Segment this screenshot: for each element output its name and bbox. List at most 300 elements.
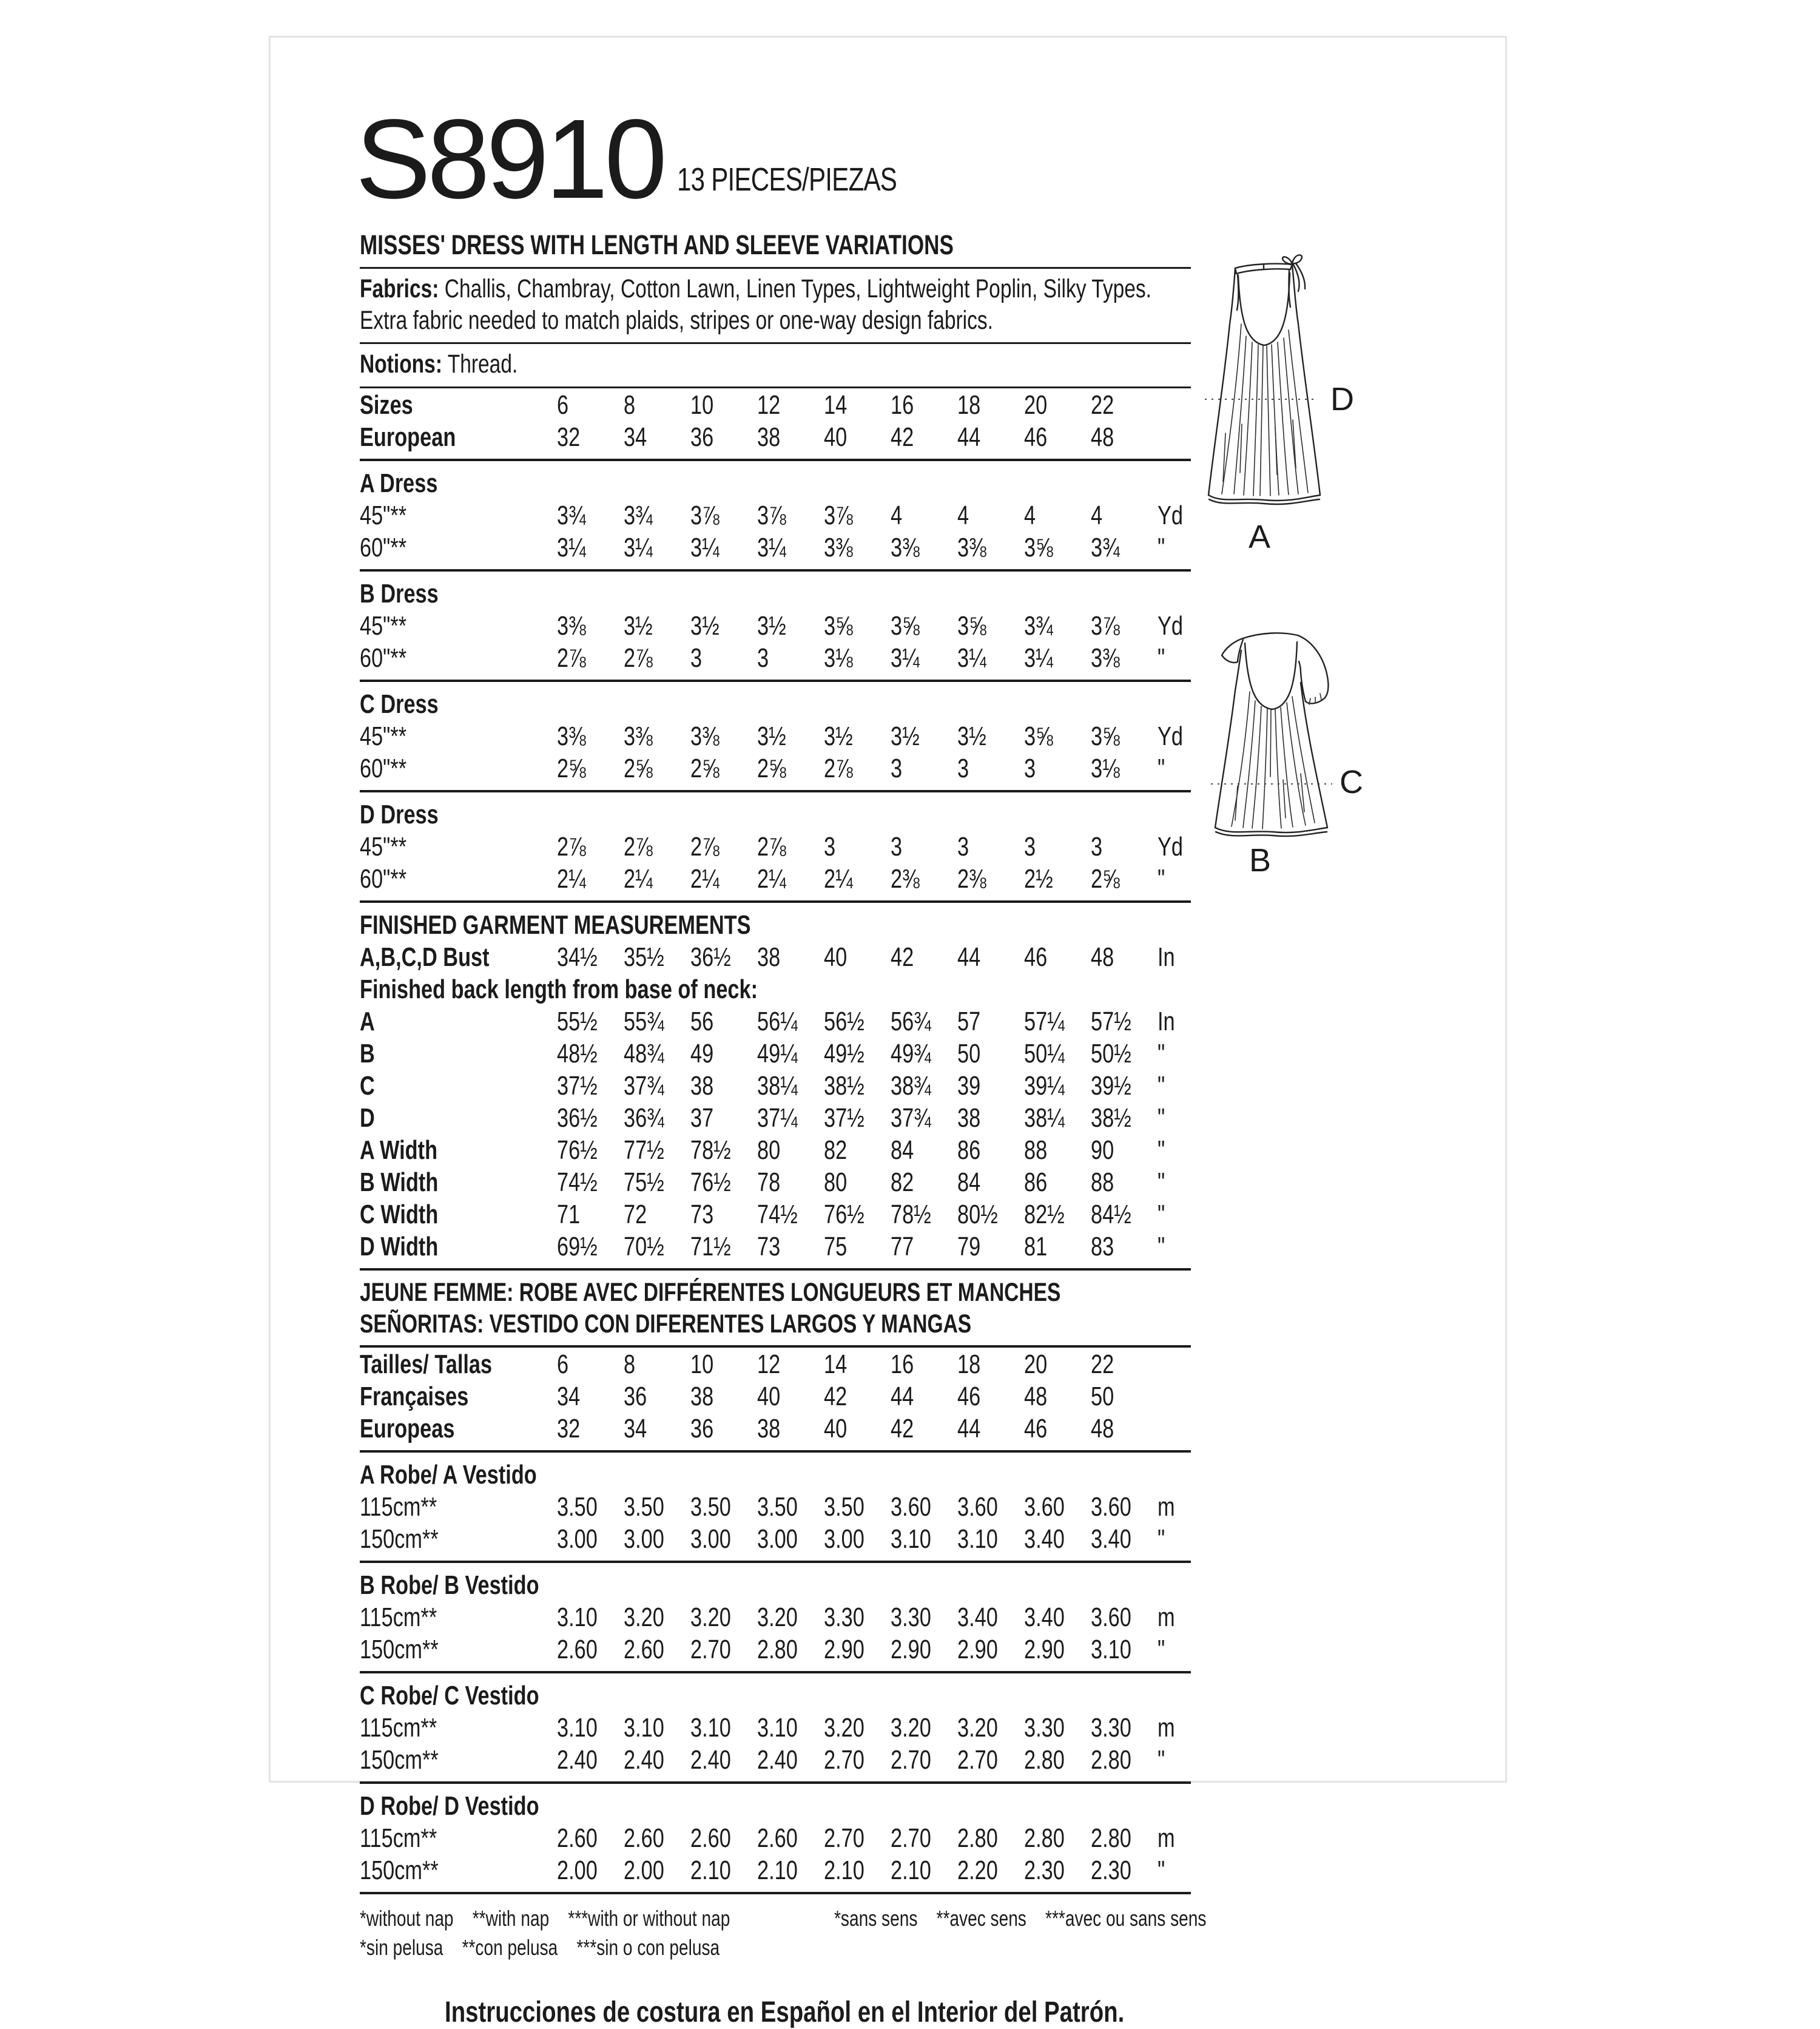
unit-cell (1158, 1349, 1191, 1380)
value-cell: 32 (557, 422, 581, 453)
table-row (360, 1744, 1191, 1777)
value-cell: 2.80 (1091, 1823, 1131, 1854)
row-label: 115cm** (360, 1823, 437, 1854)
yardage-section-b: B Dress 45"** 3⅜ 3½ 3½ 3½ 3⅝ 3⅝ 3⅝ 3¾ 3⅞ Yd 60"** 2⅞ 2⅞ 3 3 3⅛ 3¼ 3¼ 3¼ 3⅜ " (360, 572, 1191, 682)
value-cell: 36½ (557, 1103, 598, 1133)
value-cell: 3⅝ (1024, 533, 1053, 563)
value-cell: 3⅜ (891, 533, 920, 563)
unit-cell: m (1158, 1713, 1175, 1743)
value-cell: 4 (891, 501, 903, 531)
value-cell: 3.10 (1091, 1635, 1131, 1665)
table-row (360, 1135, 1191, 1167)
value-cell: 80 (824, 1167, 848, 1198)
value-cell: 50 (1091, 1382, 1114, 1412)
value-cell: 40 (824, 422, 848, 453)
value-cell: 86 (1024, 1167, 1048, 1198)
value-cell: 2¼ (824, 864, 853, 894)
value-cell: 46 (957, 1382, 981, 1412)
value-cell: 3.20 (690, 1602, 731, 1633)
unit-cell: m (1158, 1602, 1175, 1633)
value-cell: 2.00 (624, 1855, 664, 1886)
value-cell: 2.90 (1024, 1635, 1065, 1665)
value-cell: 34 (557, 1382, 581, 1412)
value-cell: 49¼ (757, 1039, 798, 1069)
row-label: 45"** (360, 832, 407, 862)
row-label: 150cm** (360, 1855, 439, 1886)
row-label: Finished back length from base of neck: (360, 974, 758, 1005)
value-cell: 3.10 (557, 1713, 598, 1743)
value-cell: 2⅜ (891, 864, 920, 894)
unit-cell: " (1158, 533, 1165, 563)
value-cell: 3¾ (557, 501, 586, 531)
yardage-section-d: D Dress 45"** 2⅞ 2⅞ 2⅞ 2⅞ 3 3 3 3 3 Yd 60"** 2¼ 2¼ 2¼ 2¼ 2¼ 2⅜ 2⅜ 2½ 2⅝ " (360, 792, 1191, 903)
value-cell: 79 (957, 1232, 981, 1262)
value-cell: 48 (1091, 942, 1114, 973)
value-cell: 20 (1024, 1349, 1048, 1380)
value-cell: 3⅞ (824, 501, 853, 531)
finished-measurements-section: FINISHED GARMENT MEASUREMENTS A,B,C,D Bust 34½ 35½ 36½ 38 40 42 44 46 48 In Finished back length from base of neck: A 55½ 55¾ 56 56¼ 56½ 56¾ 57 57¼ 57½ In B 48½ 48¾ 49 49¼ 49½ 49¾ 50 50¼ 50½ " C 37½ 37¾ 38 38¼ 38½ 38¾ 39 39¼ 39½ " D 36½ 36¾ 37 37¼ 37½ 37¾ 38 38¼ 38½ " A Width 76½ 77½ 78½ 80 82 84 86 88 90 " B Width 74½ 75½ 76½ 78 80 82 84 86 88 " C Width 71 72 73 74½ 76½ 78½ 80½ 82½ 84½ " D Width 69½ 70½ 71½ 73 75 77 79 81 83 " (360, 903, 1191, 1271)
value-cell: 56 (690, 1007, 714, 1037)
value-cell: 3⅜ (957, 533, 986, 563)
value-cell: 48 (1024, 1382, 1048, 1412)
value-cell: 3.50 (624, 1492, 664, 1522)
value-cell: 38 (690, 1071, 714, 1101)
value-cell: 36 (690, 422, 714, 453)
value-cell: 3.50 (824, 1492, 864, 1522)
value-cell: 46 (1024, 422, 1048, 453)
value-cell: 2.00 (557, 1855, 598, 1886)
value-cell: 49¾ (891, 1039, 931, 1069)
value-cell: 18 (957, 1349, 981, 1380)
unit-cell: In (1158, 1007, 1175, 1037)
value-cell: 44 (957, 422, 981, 453)
value-cell: 3¼ (891, 643, 920, 674)
value-cell: 18 (957, 390, 981, 420)
value-cell: 2⅞ (824, 754, 853, 784)
value-cell: 3.60 (1091, 1602, 1131, 1633)
value-cell: 2.10 (690, 1855, 731, 1886)
yardage-section-c: C Dress 45"** 3⅜ 3⅜ 3⅜ 3½ 3½ 3½ 3½ 3⅝ 3⅝ Yd 60"** 2⅝ 2⅝ 2⅝ 2⅝ 2⅞ 3 3 3 3⅛ " (360, 682, 1191, 792)
value-cell: 38 (690, 1382, 714, 1412)
row-label: C (360, 1071, 375, 1101)
value-cell: 3.40 (1024, 1602, 1065, 1633)
value-cell: 2⅞ (624, 643, 653, 674)
value-cell: 44 (957, 1414, 981, 1444)
value-cell: 3.20 (824, 1713, 864, 1743)
table-row (360, 1231, 1191, 1263)
value-cell: 3⅛ (824, 643, 853, 674)
value-cell: 42 (891, 942, 914, 973)
value-cell: 3.10 (891, 1524, 931, 1555)
value-cell: 3⅝ (1024, 721, 1053, 752)
value-cell: 37¾ (891, 1103, 931, 1133)
value-cell: 2.10 (757, 1855, 798, 1886)
value-cell: 14 (824, 390, 848, 420)
view-b-label: B (1249, 842, 1273, 879)
value-cell: 78 (757, 1167, 781, 1198)
value-cell: 3.00 (757, 1524, 798, 1555)
value-cell: 44 (957, 942, 981, 973)
value-cell: 39½ (1091, 1071, 1131, 1101)
value-cell: 2.30 (1091, 1855, 1131, 1886)
row-label: 150cm** (360, 1745, 439, 1775)
value-cell: 3¼ (557, 533, 586, 563)
table-row (360, 500, 1191, 532)
value-cell: 37¾ (624, 1071, 664, 1101)
table-row (360, 831, 1191, 863)
row-label: 45"** (360, 611, 407, 641)
row-label: 60"** (360, 864, 407, 894)
value-cell: 3.40 (1024, 1524, 1065, 1555)
value-cell: 3½ (690, 611, 720, 641)
value-cell: 2.60 (757, 1823, 798, 1854)
value-cell: 2.70 (891, 1823, 931, 1854)
value-cell: 3¼ (624, 533, 653, 563)
table-row (360, 1634, 1191, 1666)
table-row (360, 942, 1191, 974)
value-cell: 69½ (557, 1232, 598, 1262)
value-cell: 6 (557, 390, 569, 420)
unit-cell: " (1158, 1103, 1165, 1133)
row-label: Sizes (360, 390, 413, 420)
unit-cell (1158, 1414, 1191, 1444)
value-cell: 34½ (557, 942, 598, 973)
value-cell: 3¾ (624, 501, 653, 531)
value-cell: 37½ (557, 1071, 598, 1101)
metric-section-a: A Robe/ A Vestido 115cm** 3.50 3.50 3.50 3.50 3.50 3.60 3.60 3.60 3.60 m 150cm** 3.00 3.00 3.00 3.00 3.00 3.10 3.10 3.40 3.40 " (360, 1453, 1191, 1563)
notions-note: Notions: Thread. (360, 344, 1191, 388)
value-cell: 80 (757, 1135, 781, 1166)
dress-b-line-art (1210, 625, 1337, 843)
value-cell: 2.10 (824, 1855, 864, 1886)
value-cell: 3 (957, 832, 969, 862)
value-cell: 82 (891, 1167, 914, 1198)
table-row (360, 610, 1191, 643)
value-cell: 2⅞ (557, 643, 586, 674)
footnote-english: *without nap **with nap ***with or without nap (360, 1905, 730, 1931)
value-cell: 2.40 (624, 1745, 664, 1775)
value-cell: 10 (690, 390, 714, 420)
value-cell: 2¼ (624, 864, 653, 894)
unit-cell: In (1158, 942, 1175, 973)
value-cell: 2¼ (557, 864, 586, 894)
value-cell: 2⅝ (1091, 864, 1120, 894)
value-cell: 3.20 (624, 1602, 664, 1633)
table-row (360, 863, 1191, 896)
value-cell: 12 (757, 390, 781, 420)
value-cell: 48 (1091, 422, 1114, 453)
view-a-label: A (1249, 519, 1272, 555)
value-cell: 4 (1024, 501, 1036, 531)
row-label: 60"** (360, 754, 407, 784)
value-cell: 74½ (557, 1167, 598, 1198)
unit-cell: " (1158, 1167, 1165, 1198)
table-row (360, 1070, 1191, 1102)
row-label: 45"** (360, 501, 407, 531)
value-cell: 2.80 (1091, 1745, 1131, 1775)
table-row (360, 753, 1191, 785)
table-row (360, 1413, 1191, 1445)
value-cell: 48¾ (624, 1039, 664, 1069)
value-cell: 3 (1024, 832, 1036, 862)
value-cell: 36½ (690, 942, 731, 973)
footnote-french: *sans sens **avec sens ***avec ou sans sens (834, 1905, 1207, 1931)
value-cell: 3⅞ (757, 501, 786, 531)
value-cell: 3 (1091, 832, 1103, 862)
value-cell: 2.30 (1024, 1855, 1065, 1886)
value-cell: 3 (891, 754, 903, 784)
value-cell: 40 (824, 942, 848, 973)
unit-cell: " (1158, 1039, 1165, 1069)
row-label: C Width (360, 1200, 439, 1230)
value-cell: 2.60 (557, 1823, 598, 1854)
value-cell: 3⅜ (557, 721, 586, 752)
value-cell: 56¼ (757, 1007, 798, 1037)
unit-cell: " (1158, 1135, 1165, 1166)
metric-section-b: B Robe/ B Vestido 115cm** 3.10 3.20 3.20 3.20 3.30 3.30 3.40 3.40 3.60 m 150cm** 2.60 2.60 2.70 2.80 2.90 2.90 2.90 2.90 3.10 " (360, 1563, 1191, 1673)
unit-cell: m (1158, 1492, 1175, 1522)
spanish-instructions-note: Instrucciones de costura en Español en el Interior del Patrón. (445, 1996, 1125, 2028)
value-cell: 80½ (957, 1200, 998, 1230)
value-cell: 57¼ (1024, 1007, 1065, 1037)
dress-b-illustration (1210, 625, 1337, 843)
value-cell: 3.40 (1091, 1524, 1131, 1555)
value-cell: 3.50 (757, 1492, 798, 1522)
value-cell: 36 (624, 1382, 647, 1412)
row-label: A,B,C,D Bust (360, 942, 490, 973)
value-cell: 50½ (1091, 1039, 1131, 1069)
value-cell: 3⅜ (557, 611, 586, 641)
value-cell: 73 (690, 1200, 714, 1230)
value-cell: 3.10 (624, 1713, 664, 1743)
row-label: Tailles/ Tallas (360, 1349, 493, 1380)
value-cell: 2.80 (1024, 1823, 1065, 1854)
value-cell: 2.90 (891, 1635, 931, 1665)
pieces-count: 13 PIECES/PIEZAS (676, 161, 897, 198)
value-cell: 38¾ (891, 1071, 931, 1101)
value-cell: 42 (891, 422, 914, 453)
value-cell: 3.30 (1091, 1713, 1131, 1743)
value-cell: 2⅝ (624, 754, 653, 784)
value-cell: 3⅝ (1091, 721, 1120, 752)
value-cell: 2½ (1024, 864, 1053, 894)
unit-cell: " (1158, 1071, 1165, 1101)
value-cell: 34 (624, 422, 647, 453)
unit-cell: " (1158, 1745, 1165, 1775)
value-cell: 3.00 (690, 1524, 731, 1555)
value-cell: 57½ (1091, 1007, 1131, 1037)
fabrics-note: Fabrics: Challis, Chambray, Cotton Lawn, Linen Types, Lightweight Poplin, Silky Types. Extra fabric needed to match plaids, stripes or one-way design fabrics. (360, 269, 1191, 344)
row-label: 115cm** (360, 1492, 437, 1522)
unit-cell (1158, 422, 1191, 453)
value-cell: 75 (824, 1232, 848, 1262)
value-cell: 2.60 (690, 1823, 731, 1854)
value-cell: 2.80 (957, 1823, 998, 1854)
value-cell: 81 (1024, 1232, 1048, 1262)
row-label: 45"** (360, 721, 407, 752)
value-cell: 3½ (757, 611, 786, 641)
row-label: D Width (360, 1232, 439, 1262)
value-cell: 2.70 (891, 1745, 931, 1775)
row-label: 115cm** (360, 1713, 437, 1743)
value-cell: 3¼ (1024, 643, 1053, 674)
value-cell: 2.70 (824, 1823, 864, 1854)
value-cell: 88 (1091, 1167, 1114, 1198)
value-cell: 3.40 (957, 1602, 998, 1633)
value-cell: 71 (557, 1200, 581, 1230)
row-label: Françaises (360, 1382, 469, 1412)
unit-cell (1158, 390, 1191, 420)
value-cell: 88 (1024, 1135, 1048, 1166)
value-cell: 34 (624, 1414, 647, 1444)
value-cell: 22 (1091, 1349, 1114, 1380)
value-cell: 46 (1024, 942, 1048, 973)
value-cell: 2⅜ (957, 864, 986, 894)
value-cell: 70½ (624, 1232, 664, 1262)
value-cell: 3 (1024, 754, 1036, 784)
unit-cell: " (1158, 1635, 1165, 1665)
row-label: 150cm** (360, 1635, 439, 1665)
row-label: B Width (360, 1167, 439, 1198)
unit-cell: Yd (1158, 721, 1183, 752)
value-cell: 3 (957, 754, 969, 784)
value-cell: 3.30 (891, 1602, 931, 1633)
value-cell: 2⅝ (557, 754, 586, 784)
value-cell: 3.30 (824, 1602, 864, 1633)
table-row (360, 1712, 1191, 1744)
table-row (360, 1349, 1191, 1381)
value-cell: 3.60 (891, 1492, 931, 1522)
title-block (356, 96, 959, 222)
value-cell: 38½ (1091, 1103, 1131, 1133)
value-cell: 6 (557, 1349, 569, 1380)
value-cell: 2.60 (624, 1823, 664, 1854)
value-cell: 22 (1091, 390, 1114, 420)
footnote-spanish: *sin pelusa **con pelusa ***sin o con pelusa (360, 1935, 720, 1960)
metric-section-c: C Robe/ C Vestido 115cm** 3.10 3.10 3.10 3.10 3.20 3.20 3.20 3.30 3.30 m 150cm** 2.40 2.40 2.40 2.40 2.70 2.70 2.70 2.80 2.80 " (360, 1673, 1191, 1784)
row-label: European (360, 422, 456, 453)
value-cell: 38¼ (757, 1071, 798, 1101)
value-cell: 3¾ (1024, 611, 1053, 641)
unit-cell: Yd (1158, 501, 1183, 531)
value-cell: 37¼ (757, 1103, 798, 1133)
value-cell: 16 (891, 390, 914, 420)
value-cell: 16 (891, 1349, 914, 1380)
value-cell: 3.60 (957, 1492, 998, 1522)
value-cell: 3⅜ (690, 721, 720, 752)
value-cell: 77½ (624, 1135, 664, 1166)
value-cell: 56½ (824, 1007, 864, 1037)
value-cell: 38 (757, 422, 781, 453)
value-cell: 3⅛ (1091, 754, 1120, 784)
value-cell: 3½ (757, 721, 786, 752)
unit-cell: " (1158, 864, 1165, 894)
dress-a-line-art (1204, 251, 1325, 518)
value-cell: 2⅝ (690, 754, 720, 784)
view-c-label: C (1340, 764, 1364, 800)
unit-cell: " (1158, 1232, 1165, 1262)
value-cell: 44 (891, 1382, 914, 1412)
unit-cell: " (1158, 1855, 1165, 1886)
table-row (360, 532, 1191, 564)
table-row (360, 1823, 1191, 1855)
value-cell: 2.80 (1024, 1745, 1065, 1775)
value-cell: 50 (957, 1039, 981, 1069)
value-cell: 57 (957, 1007, 981, 1037)
value-cell: 36 (690, 1414, 714, 1444)
row-label: 115cm** (360, 1602, 437, 1633)
value-cell: 2.20 (957, 1855, 998, 1886)
row-label: Europeas (360, 1414, 455, 1444)
value-cell: 3.00 (624, 1524, 664, 1555)
value-cell: 3.20 (757, 1602, 798, 1633)
table-row (360, 1524, 1191, 1556)
table-row (360, 1602, 1191, 1634)
value-cell: 74½ (757, 1200, 798, 1230)
value-cell: 2.40 (757, 1745, 798, 1775)
value-cell: 2.60 (557, 1635, 598, 1665)
unit-cell: " (1158, 754, 1165, 784)
table-row (360, 1038, 1191, 1070)
value-cell: 3¼ (690, 533, 720, 563)
value-cell: 4 (957, 501, 969, 531)
value-cell: 3⅞ (1091, 611, 1120, 641)
value-cell: 2.80 (757, 1635, 798, 1665)
pattern-number: S8910 (356, 96, 664, 222)
value-cell: 73 (757, 1232, 781, 1262)
metric-section-d: D Robe/ D Vestido 115cm** 2.60 2.60 2.60 2.60 2.70 2.70 2.80 2.80 2.80 m 150cm** 2.00 2.00 2.10 2.10 2.10 2.10 2.20 2.30 2.30 " (360, 1784, 1191, 1894)
value-cell: 86 (957, 1135, 981, 1166)
value-cell: 2.90 (957, 1635, 998, 1665)
value-cell: 35½ (624, 942, 664, 973)
unit-cell: " (1158, 643, 1165, 674)
value-cell: 72 (624, 1200, 647, 1230)
value-cell: 84 (957, 1167, 981, 1198)
value-cell: 82½ (1024, 1200, 1065, 1230)
value-cell: 55½ (557, 1007, 598, 1037)
value-cell: 3⅝ (824, 611, 853, 641)
intl-heading: JEUNE FEMME: ROBE AVEC DIFFÉRENTES LONGUEURS ET MANCHES SEÑORITAS: VESTIDO CON DIFERENTES LARGOS Y MANGAS (360, 1271, 1191, 1348)
value-cell: 38½ (824, 1071, 864, 1101)
row-label: 60"** (360, 643, 407, 674)
value-cell: 3.20 (957, 1713, 998, 1743)
value-cell: 4 (1091, 501, 1103, 531)
value-cell: 14 (824, 1349, 848, 1380)
value-cell: 2.10 (891, 1855, 931, 1886)
value-cell: 3.50 (690, 1492, 731, 1522)
view-d-label: D (1330, 381, 1355, 417)
value-cell: 3½ (824, 721, 853, 752)
value-cell: 2⅝ (757, 754, 786, 784)
value-cell: 37 (690, 1103, 714, 1133)
table-row (360, 1102, 1191, 1135)
value-cell: 3⅜ (624, 721, 653, 752)
value-cell: 2.90 (824, 1635, 864, 1665)
value-cell: 3½ (891, 721, 920, 752)
value-cell: 77 (891, 1232, 914, 1262)
value-cell: 55¾ (624, 1007, 664, 1037)
value-cell: 3¼ (757, 533, 786, 563)
value-cell: 84½ (1091, 1200, 1131, 1230)
row-label: 60"** (360, 533, 407, 563)
value-cell: 2.60 (624, 1635, 664, 1665)
value-cell: 42 (891, 1414, 914, 1444)
value-cell: 2⅞ (757, 832, 786, 862)
value-cell: 2⅞ (557, 832, 586, 862)
value-cell: 3⅜ (1091, 643, 1120, 674)
size-table (360, 388, 1191, 461)
value-cell: 3.30 (1024, 1713, 1065, 1743)
